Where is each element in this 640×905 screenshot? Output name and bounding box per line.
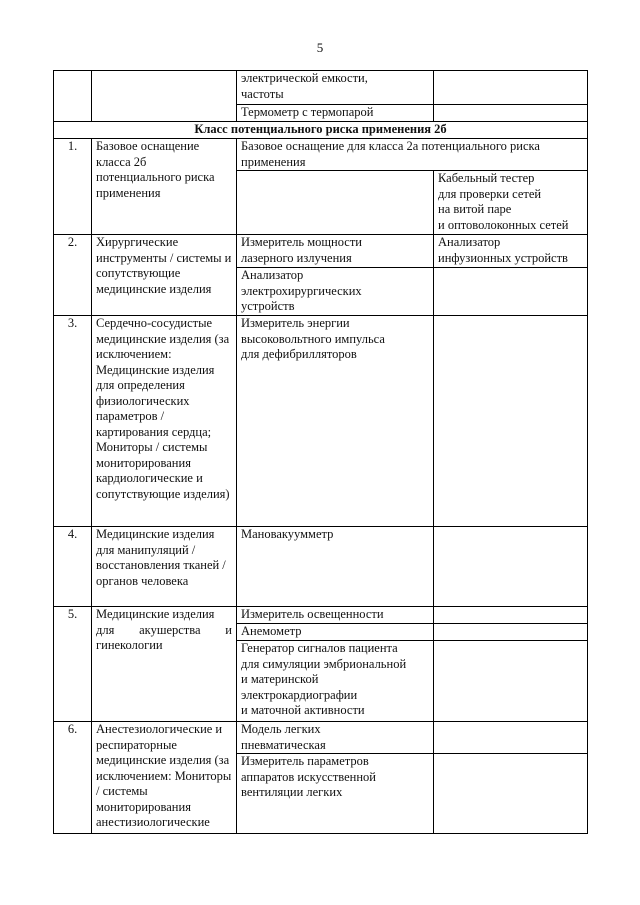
- table-cell-extra: [434, 268, 588, 316]
- table-cell-equipment: Анемометр: [237, 624, 434, 641]
- table-row: [54, 722, 588, 754]
- table-cell-equipment: Анализатор электрохирургических устройств: [237, 268, 434, 316]
- row-number: 5.: [54, 607, 92, 722]
- table-row: [54, 71, 588, 105]
- table-cell-extra: [434, 527, 588, 607]
- table-cell-category: [92, 71, 237, 122]
- row-category: Сердечно-сосудистые медицинские изделия (за исключением: Медицинские изделия для определения физиологических параметров / картирования сердца; Мониторы / системы мониторирования кардиологические и сопутствующие изделия): [92, 316, 237, 527]
- table-cell-extra: Анализатор инфузионных устройств: [434, 235, 588, 268]
- section-header-row: [54, 122, 588, 139]
- table-cell-equipment: Измеритель параметров аппаратов искусственной вентиляции легких: [237, 754, 434, 834]
- row-number: 2.: [54, 235, 92, 316]
- row-category: Медицинские изделия для манипуляций / восстановления тканей / органов человека: [92, 527, 237, 607]
- table-cell-equipment: [237, 171, 434, 235]
- table-cell-equipment: Мановакуумметр: [237, 527, 434, 607]
- equipment-table: [53, 70, 588, 834]
- table-cell-equipment: Измеритель мощности лазерного излучения: [237, 235, 434, 268]
- table-cell-extra: [434, 607, 588, 624]
- table-cell-equipment: Измеритель энергии высоковольтного импульса для дефибрилляторов: [237, 316, 434, 527]
- row-number: 3.: [54, 316, 92, 527]
- table-cell-extra: [434, 71, 588, 105]
- table-row: [54, 527, 588, 607]
- table-cell-equipment: Генератор сигналов пациента для симуляции эмбриональной и материнской электрокардиографии и маточной активности: [237, 641, 434, 722]
- row-category-line: гинекологии: [96, 638, 163, 652]
- table-cell-extra: [434, 105, 588, 122]
- row-category: Базовое оснащение класса 2б потенциального риска применения: [92, 139, 237, 235]
- table-cell-equipment: электрической емкости, частоты: [237, 71, 434, 105]
- row-category-line: для акушерства и: [96, 622, 232, 637]
- table-cell-num: [54, 71, 92, 122]
- table-row: [54, 607, 588, 624]
- table-row: [54, 316, 588, 527]
- row-category-line: Медицинские изделия: [96, 607, 215, 621]
- table-cell-extra: [434, 754, 588, 834]
- row-number: 4.: [54, 527, 92, 607]
- table-row: [54, 235, 588, 268]
- table-cell-extra: [434, 316, 588, 527]
- table-cell-equipment: Измеритель освещенности: [237, 607, 434, 624]
- row-base-note: Базовое оснащение для класса 2а потенциального риска применения: [237, 139, 588, 171]
- row-number: 1.: [54, 139, 92, 235]
- row-category: [92, 607, 237, 722]
- table-cell-extra: [434, 641, 588, 722]
- row-category: Анестезиологические и респираторные медицинские изделия (за исключением: Мониторы / системы мониторирования анестизиологические: [92, 722, 237, 834]
- table-cell-extra: [434, 722, 588, 754]
- row-number: 6.: [54, 722, 92, 834]
- row-category: Хирургические инструменты / системы и сопутствующие медицинские изделия: [92, 235, 237, 316]
- table-cell-extra: [434, 624, 588, 641]
- table-cell-equipment: Термометр с термопарой: [237, 105, 434, 122]
- page-number: 5: [316, 40, 324, 55]
- table-cell-extra: Кабельный тестер для проверки сетей на витой паре и оптоволоконных сетей: [434, 171, 588, 235]
- section-header: Класс потенциального риска применения 2б: [54, 122, 588, 139]
- table-cell-equipment: Модель легких пневматическая: [237, 722, 434, 754]
- table-row: [54, 139, 588, 171]
